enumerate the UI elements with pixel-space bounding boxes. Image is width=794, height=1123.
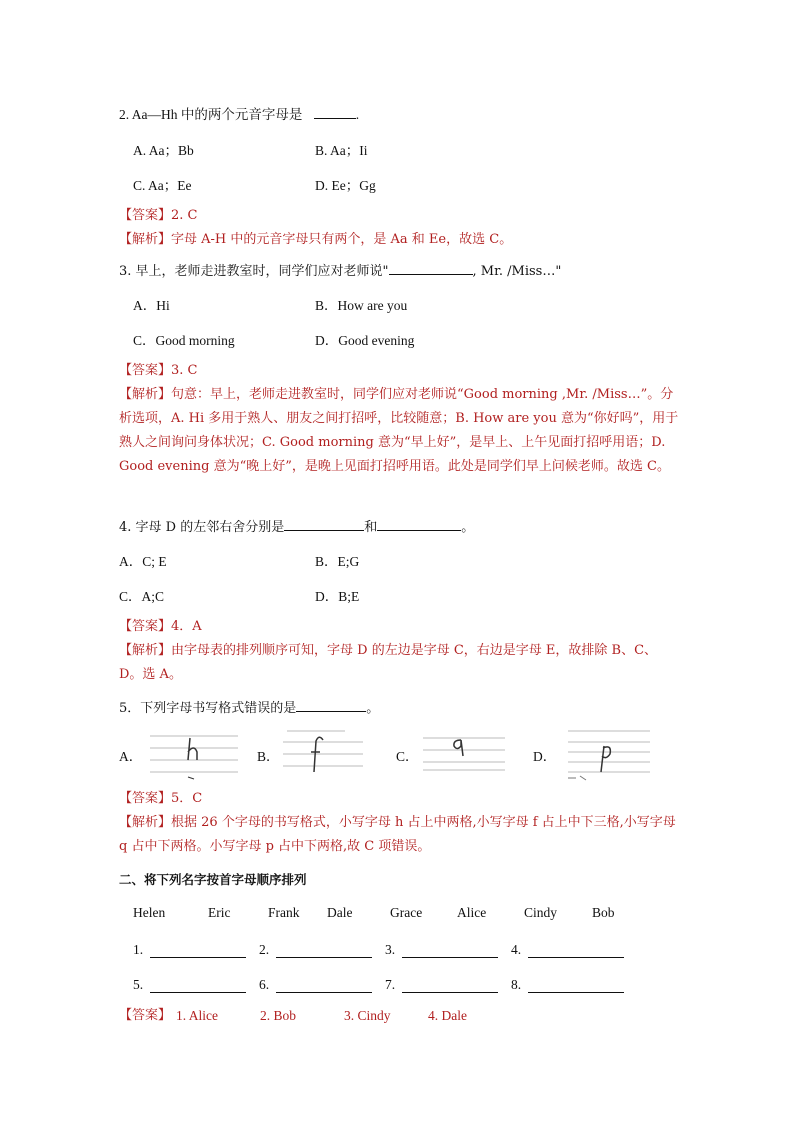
q2-analysis: 【解析】字母 A-H 中的元音字母只有两个，是 Aa 和 Ee，故选 C。 [119,232,513,247]
q2-blank [314,106,356,119]
section2-answer-item: 2. Bob [260,1008,297,1023]
q4-answer: 【答案】4．A [119,619,202,634]
q3-answer: 【答案】3. C [119,363,198,378]
q3-analysis: 【解析】句意：早上，老师走进教室时，同学们应对老师说“Good morning ,Mr. /Miss…”。分析选项，A. Hi 多用于熟人、朋友之间打招呼，比较随意；B. How are you 意为“你好吗”，用于熟人之间询问身体状况；C. Good morning 意为“早上好”，是早上、上午见面打招呼用语；D. Good evening 意为“晚上好”，是晚上见面打招呼用语。此处是同学们早上问候老师。故选 C。 [119,387,679,474]
q5-blank [296,699,366,712]
q4-analysis: 【解析】由字母表的排列顺序可知，字母 D 的左边是字母 C，右边是字母 E，故排除 B、C、D。选 A。 [119,643,658,682]
q3-blank [389,262,473,275]
name-item: Dale [327,905,353,920]
q2-option-c: C. Aa；Ee [133,178,192,193]
answer-blank-8[interactable] [528,992,624,993]
section-title: 二、将下列名字按首字母顺序排列 [119,872,307,887]
q5-option-d-handwriting [566,728,652,784]
q2-answer: 【答案】2. C [119,208,198,223]
q3-option-d: D．Good evening [315,333,415,348]
name-item: Alice [457,905,487,920]
q5-option-c-handwriting [423,734,507,774]
answer-blank-6[interactable] [276,992,372,993]
name-item: Bob [592,905,615,920]
answer-blank-5[interactable] [150,992,246,993]
q4-option-c: C．A;C [119,589,165,604]
name-item: Grace [390,905,423,920]
q3-option-b: B．How are you [315,298,408,313]
q5-answer: 【答案】5．C [119,791,203,806]
q4-option-b: B．E;G [315,554,360,569]
q2-option-a: A. Aa；Bb [133,143,194,158]
section2-answer-item: 3. Cindy [344,1008,391,1023]
q2-option-b: B. Aa；Ii [315,143,368,158]
q4-option-d: D．B;E [315,589,360,604]
answer-blank-4[interactable] [528,957,624,958]
name-item: Frank [268,905,300,920]
answer-blank-3[interactable] [402,957,498,958]
q4-stem: 4. 字母 D 的左邻右舍分别是 和 。 [119,520,475,535]
section2-answer-item: 1. Alice [176,1008,218,1023]
name-item: Cindy [524,905,558,920]
name-item: Helen [133,905,166,920]
blank-number: 3. [385,942,396,957]
q5-option-a-label: A． [119,749,143,764]
q3-option-c: C．Good morning [133,333,235,348]
q5-option-a-handwriting [150,730,240,782]
answer-blank-2[interactable] [276,957,372,958]
q3-stem: 3. 早上，老师走进教室时，同学们应对老师说" , Mr. /Miss…" [119,264,562,279]
answer-blank-7[interactable] [402,992,498,993]
q5-analysis: 【解析】根据 26 个字母的书写格式，小写字母 h 占上中两格,小写字母 f 占上中下三格,小写字母 q 占中下两格。小写字母 p 占中下两格,故 C 项错误。 [119,815,676,854]
section2-answer-item: 4. Dale [428,1008,467,1023]
blank-number: 1. [133,942,144,957]
section2-answer-label: 【答案】 [119,1008,172,1023]
q4-blank-left [284,518,364,531]
blank-number: 8. [511,977,522,992]
q5-stem: 5．下列字母书写格式错误的是 。 [119,701,380,716]
answer-blank-1[interactable] [150,957,246,958]
q4-blank-right [377,518,461,531]
q2-stem: 2. Aa—Hh 中的两个元音字母是 . [119,107,360,122]
q3-option-a: A．Hi [133,298,170,313]
q4-option-a: A．C; E [119,554,167,569]
q5-option-c-label: C． [396,749,419,764]
q2-option-d: D. Ee；Gg [315,178,376,193]
blank-number: 7. [385,977,396,992]
q5-option-b-label: B． [257,749,280,764]
blank-number: 6. [259,977,270,992]
q5-option-d-label: D． [533,749,557,764]
blank-number: 5. [133,977,144,992]
blank-number: 4. [511,942,522,957]
q5-option-b-handwriting [283,728,365,776]
blank-number: 2. [259,942,270,957]
name-item: Eric [208,905,231,920]
